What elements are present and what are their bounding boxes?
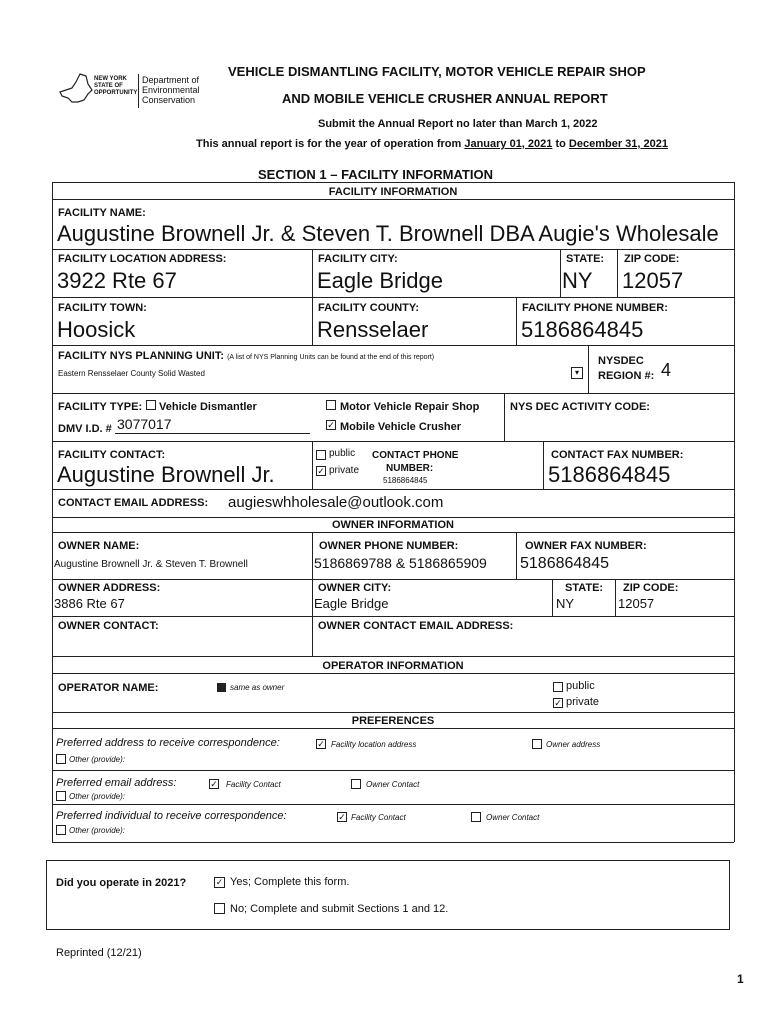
pref-individual-owner-checkbox[interactable]: [471, 812, 481, 822]
page-number: 1: [737, 972, 744, 986]
owner-address-field[interactable]: 3886 Rte 67: [54, 596, 125, 611]
report-title-line2: AND MOBILE VEHICLE CRUSHER ANNUAL REPORT: [282, 91, 608, 106]
contact-phone-label-1: CONTACT PHONE: [372, 450, 459, 461]
contact-fax-field[interactable]: 5186864845: [548, 462, 671, 487]
pref-individual-question: Preferred individual to receive correspondence:: [56, 810, 287, 822]
owner-email-label: OWNER CONTACT EMAIL ADDRESS:: [318, 620, 514, 632]
facility-info-heading: FACILITY INFORMATION: [328, 186, 458, 198]
pref-individual-facility-checkbox[interactable]: ✓: [338, 812, 346, 822]
operate-no-checkbox[interactable]: [214, 903, 225, 914]
contact-email-field[interactable]: augieswhholesale@outlook.com: [228, 494, 444, 511]
owner-name-field[interactable]: Augustine Brownell Jr. & Steven T. Brownell: [54, 559, 248, 570]
planning-unit-note: (A list of NYS Planning Units can be found at the end of this report): [227, 354, 435, 361]
submit-deadline: Submit the Annual Report no later than March 1, 2022: [318, 118, 598, 130]
type-repair-label: Motor Vehicle Repair Shop: [340, 401, 480, 413]
activity-code-label: NYS DEC ACTIVITY CODE:: [510, 401, 650, 413]
type-repair-checkbox[interactable]: [326, 400, 336, 410]
facility-city-field[interactable]: Eagle Bridge: [317, 268, 443, 293]
facility-county-label: FACILITY COUNTY:: [318, 302, 420, 314]
owner-fax-label: OWNER FAX NUMBER:: [525, 540, 647, 552]
pref-individual-other-checkbox[interactable]: [56, 825, 66, 835]
owner-fax-field[interactable]: 5186864845: [520, 555, 609, 572]
pref-email-owner-label: Owner Contact: [366, 780, 420, 789]
operator-public-checkbox[interactable]: [553, 682, 563, 692]
period-prefix: This annual report is for the year of operation from: [196, 138, 462, 150]
planning-unit-select[interactable]: Eastern Rensselaer County Solid Wasted: [58, 369, 205, 378]
operator-private-label: private: [566, 696, 600, 708]
contact-public-label: public: [329, 448, 356, 459]
pref-address-other-label: Other (provide):: [69, 755, 126, 764]
facility-name-field[interactable]: Augustine Brownell Jr. & Steven T. Brownell DBA Augie's Wholesale: [57, 221, 719, 246]
owner-city-field[interactable]: Eagle Bridge: [314, 596, 389, 611]
pref-email-owner-checkbox[interactable]: [351, 779, 361, 789]
facility-city-label: FACILITY CITY:: [318, 253, 398, 265]
facility-phone-label: FACILITY PHONE NUMBER:: [522, 302, 668, 314]
pref-address-other-checkbox[interactable]: [56, 754, 66, 764]
owner-phone-label: OWNER PHONE NUMBER:: [319, 540, 459, 552]
dec-logo: [58, 68, 218, 110]
facility-zip-label: ZIP CODE:: [624, 253, 680, 265]
owner-city-label: OWNER CITY:: [318, 582, 392, 594]
facility-town-label: FACILITY TOWN:: [58, 302, 147, 314]
type-dismantler-checkbox[interactable]: [146, 400, 156, 410]
pref-email-other-checkbox[interactable]: [56, 791, 66, 801]
pref-individual-other-label: Other (provide):: [69, 826, 126, 835]
dmv-id-field[interactable]: 3077017: [117, 416, 172, 432]
contact-public-checkbox[interactable]: [316, 450, 326, 460]
owner-contact-label: OWNER CONTACT:: [58, 620, 159, 632]
section-title: SECTION 1 – FACILITY INFORMATION: [258, 167, 493, 182]
dmv-id-label: DMV I.D. #: [58, 423, 112, 435]
facility-phone-field[interactable]: 5186864845: [521, 317, 644, 342]
logo-state-text: NEW YORK STATE OF OPPORTUNITY: [94, 76, 138, 96]
contact-fax-label: CONTACT FAX NUMBER:: [551, 449, 684, 461]
facility-contact-field[interactable]: Augustine Brownell Jr.: [57, 462, 275, 487]
facility-zip-field[interactable]: 12057: [622, 268, 684, 293]
contact-phone-label-2: NUMBER:: [386, 463, 434, 474]
planning-unit-label: [58, 350, 434, 362]
facility-state-label: STATE:: [566, 253, 605, 265]
new-york-state-map-icon: [58, 72, 94, 108]
pref-email-facility-label: Facility Contact: [226, 780, 281, 789]
contact-phone-field[interactable]: 5186864845: [383, 476, 428, 485]
same-as-owner-label: same as owner: [230, 683, 285, 692]
reprinted-note: Reprinted (12/21): [56, 947, 142, 959]
owner-phone-field[interactable]: 5186869788 & 5186865909: [314, 555, 487, 571]
facility-contact-label: FACILITY CONTACT:: [58, 449, 166, 461]
region-label-1: NYSDEC: [598, 355, 644, 367]
facility-address-field[interactable]: 3922 Rte 67: [57, 268, 177, 293]
logo-dept-text: Department of Environmental Conservation: [142, 75, 200, 105]
pref-address-question: Preferred address to receive correspondence:: [56, 737, 280, 749]
operate-box: [46, 860, 730, 930]
period-from: January 01, 2021: [464, 138, 553, 150]
facility-town-field[interactable]: Hoosick: [57, 317, 136, 342]
pref-individual-owner-label: Owner Contact: [486, 813, 540, 822]
pref-email-question: Preferred email address:: [56, 777, 177, 789]
operator-name-label: OPERATOR NAME:: [58, 682, 159, 694]
operator-info-heading: OPERATOR INFORMATION: [322, 660, 464, 672]
pref-address-owner-checkbox[interactable]: [532, 739, 542, 749]
planning-unit-dropdown-icon[interactable]: ▾: [571, 367, 583, 379]
facility-type-label: FACILITY TYPE:: [58, 401, 143, 413]
contact-email-label: CONTACT EMAIL ADDRESS:: [58, 497, 209, 509]
type-crusher-checkbox[interactable]: ✓: [327, 420, 335, 430]
owner-name-label: OWNER NAME:: [58, 540, 140, 552]
operate-no-label: No; Complete and submit Sections 1 and 12.: [230, 903, 449, 915]
pref-individual-facility-label: Facility Contact: [351, 813, 406, 822]
pref-email-other-label: Other (provide):: [69, 792, 126, 801]
pref-address-owner-label: Owner address: [546, 740, 601, 749]
region-label-2: REGION #:: [598, 370, 655, 382]
pref-address-facility-label: Facility location address: [331, 740, 417, 749]
type-dismantler-label: Vehicle Dismantler: [159, 401, 257, 413]
period-to: December 31, 2021: [568, 138, 668, 150]
type-crusher-label: Mobile Vehicle Crusher: [340, 421, 462, 433]
pref-address-facility-checkbox[interactable]: ✓: [317, 739, 325, 749]
reporting-period: [196, 138, 668, 150]
owner-address-label: OWNER ADDRESS:: [58, 582, 161, 594]
contact-private-label: private: [329, 465, 360, 476]
operate-yes-label: Yes; Complete this form.: [230, 876, 350, 888]
operate-question: Did you operate in 2021?: [56, 877, 187, 889]
pref-email-facility-checkbox[interactable]: ✓: [210, 779, 218, 789]
operate-yes-checkbox[interactable]: ✓: [215, 877, 224, 887]
planning-unit-label-text: FACILITY NYS PLANNING UNIT:: [58, 350, 225, 362]
owner-zip-field[interactable]: 12057: [618, 596, 655, 611]
preferences-heading: PREFERENCES: [351, 715, 435, 727]
owner-state-field[interactable]: NY: [556, 596, 575, 611]
facility-state-field[interactable]: NY: [562, 268, 593, 293]
contact-private-checkbox[interactable]: ✓: [317, 466, 325, 476]
operator-private-checkbox[interactable]: ✓: [554, 698, 562, 708]
period-to-word: to: [555, 138, 566, 150]
owner-info-heading: OWNER INFORMATION: [331, 519, 454, 531]
facility-name-label: FACILITY NAME:: [58, 207, 146, 219]
region-field[interactable]: 4: [661, 360, 672, 380]
facility-address-label: FACILITY LOCATION ADDRESS:: [58, 253, 227, 265]
owner-state-label: STATE:: [565, 582, 604, 594]
owner-zip-label: ZIP CODE:: [623, 582, 679, 594]
report-title-line1: VEHICLE DISMANTLING FACILITY, MOTOR VEHICLE REPAIR SHOP: [228, 64, 646, 79]
facility-county-field[interactable]: Rensselaer: [317, 317, 429, 342]
same-as-owner-checkbox[interactable]: [217, 683, 226, 692]
operator-public-label: public: [566, 680, 595, 692]
